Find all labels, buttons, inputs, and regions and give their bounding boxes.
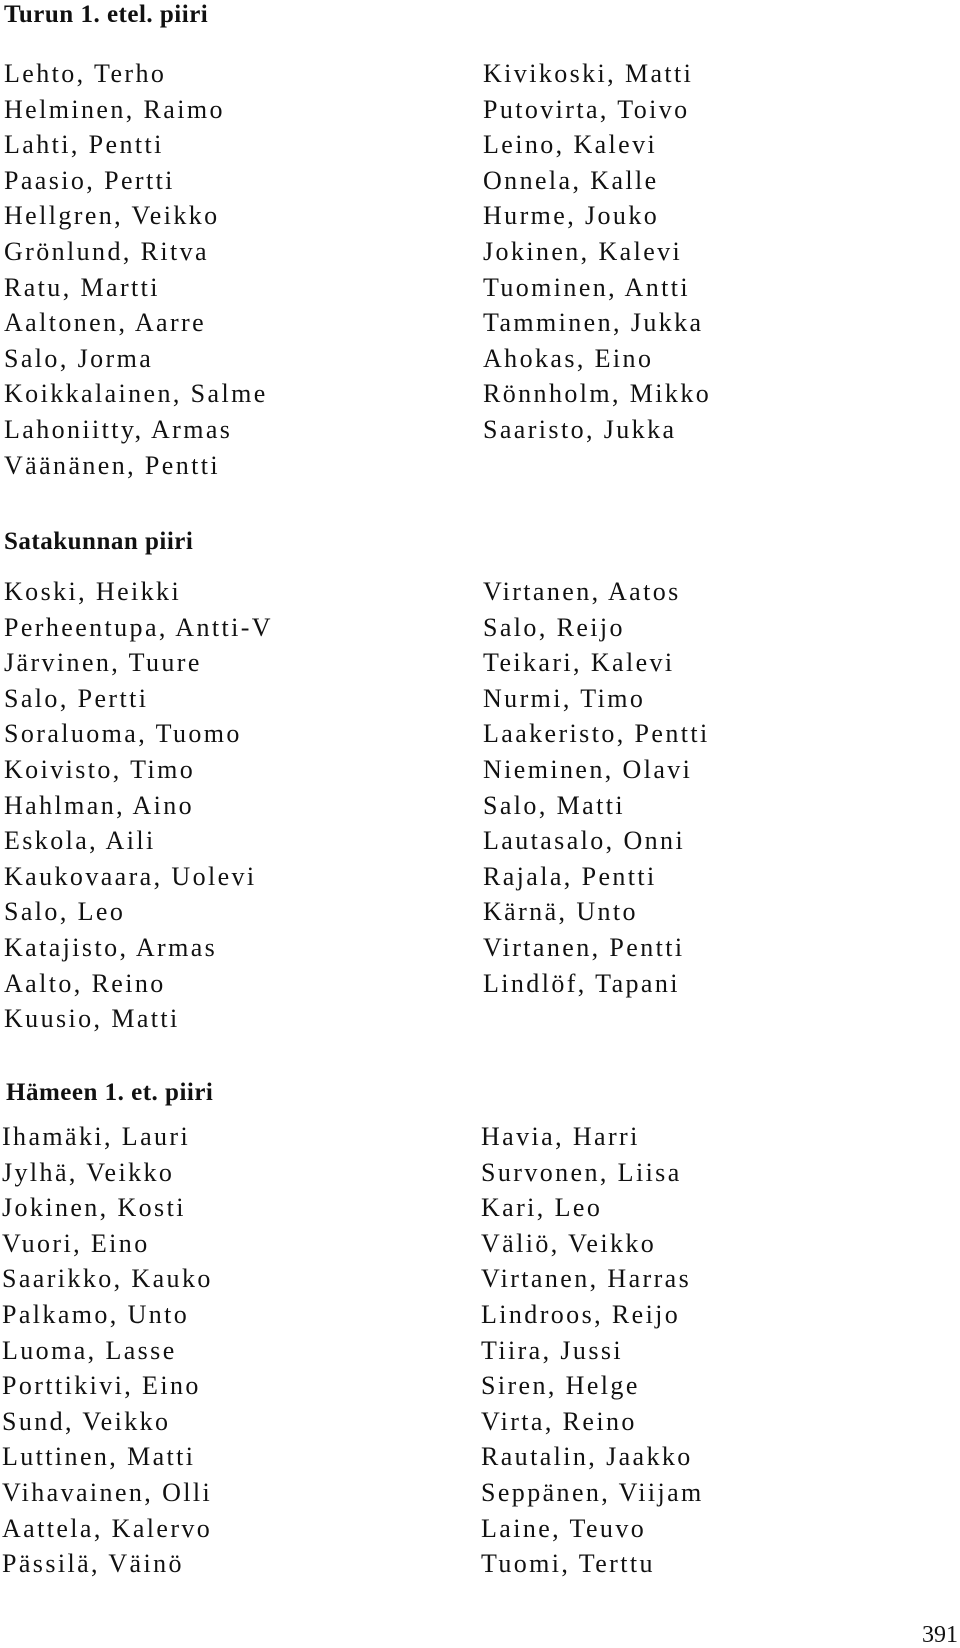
name-entry: Rönnholm, Mikko	[483, 379, 712, 409]
name-entry: Hurme, Jouko	[483, 201, 660, 231]
name-entry: Pässilä, Väinö	[2, 1549, 184, 1579]
name-entry: Hahlman, Aino	[4, 790, 195, 820]
name-entry: Kari, Leo	[481, 1193, 603, 1223]
name-entry: Havia, Harri	[481, 1122, 640, 1151]
name-entry: Saaristo, Jukka	[483, 414, 677, 444]
name-entry: Väliö, Veikko	[481, 1228, 657, 1258]
name-entry: Eskola, Aili	[4, 826, 156, 856]
name-entry: Ratu, Martti	[4, 272, 160, 302]
name-entry: Survonen, Liisa	[481, 1157, 682, 1187]
name-entry: Siren, Helge	[481, 1371, 640, 1401]
name-entry: Aattela, Kalervo	[2, 1513, 213, 1543]
name-entry: Jokinen, Kalevi	[483, 236, 683, 266]
name-entry: Hellgren, Veikko	[4, 201, 220, 231]
name-entry: Putovirta, Toivo	[483, 94, 690, 124]
name-entry: Lindroos, Reijo	[481, 1299, 681, 1329]
name-entry: Paasio, Pertti	[4, 165, 175, 195]
name-entry: Kivikoski, Matti	[483, 59, 694, 88]
name-entry: Sund, Veikko	[2, 1406, 171, 1436]
name-entry: Kuusio, Matti	[4, 1004, 180, 1034]
name-entry: Jylhä, Veikko	[2, 1157, 175, 1187]
name-entry: Salo, Reijo	[483, 612, 625, 642]
name-entry: Lindlöf, Tapani	[483, 968, 680, 998]
name-entry: Kaukovaara, Uolevi	[4, 861, 257, 891]
name-entry: Soraluoma, Tuomo	[4, 719, 242, 749]
name-entry: Salo, Leo	[4, 897, 126, 927]
name-entry: Aalto, Reino	[4, 968, 166, 998]
name-entry: Luttinen, Matti	[2, 1442, 196, 1472]
name-entry: Rautalin, Jaakko	[481, 1442, 693, 1472]
name-entry: Väänänen, Pentti	[4, 450, 221, 480]
name-entry: Onnela, Kalle	[483, 165, 659, 195]
name-entry: Grönlund, Ritva	[4, 236, 209, 266]
name-entry: Kärnä, Unto	[483, 897, 638, 927]
name-entry: Aaltonen, Aarre	[4, 308, 207, 338]
name-list-satakunnan-left	[4, 574, 273, 1037]
name-list-turun-left	[4, 56, 268, 483]
name-entry: Virtanen, Harras	[481, 1264, 692, 1294]
name-entry: Koski, Heikki	[4, 577, 182, 606]
name-entry: Lautasalo, Onni	[483, 826, 686, 856]
name-entry: Vihavainen, Olli	[2, 1477, 213, 1507]
name-entry: Teikari, Kalevi	[483, 648, 675, 678]
name-entry: Rajala, Pentti	[483, 861, 657, 891]
name-entry: Katajisto, Armas	[4, 932, 218, 962]
name-entry: Laakeristo, Pentti	[483, 719, 710, 749]
name-entry: Ihamäki, Lauri	[2, 1122, 191, 1151]
name-entry: Nurmi, Timo	[483, 683, 646, 713]
name-entry: Koikkalainen, Salme	[4, 379, 268, 409]
name-entry: Jokinen, Kosti	[2, 1193, 186, 1223]
section-heading-satakunnan: Satakunnan piiri	[4, 528, 194, 555]
name-entry: Helminen, Raimo	[4, 94, 225, 124]
name-entry: Salo, Matti	[483, 790, 625, 820]
name-entry: Lahti, Pentti	[4, 130, 164, 160]
name-entry: Luoma, Lasse	[2, 1335, 177, 1365]
name-list-turun-right	[483, 56, 711, 448]
name-entry: Ahokas, Eino	[483, 343, 654, 373]
name-entry: Tiira, Jussi	[481, 1335, 623, 1365]
name-entry: Lahoniitty, Armas	[4, 414, 233, 444]
name-entry: Leino, Kalevi	[483, 130, 658, 160]
name-entry: Koivisto, Timo	[4, 754, 196, 784]
name-entry: Salo, Pertti	[4, 683, 149, 713]
name-entry: Virta, Reino	[481, 1406, 637, 1436]
name-entry: Palkamo, Unto	[2, 1299, 190, 1329]
name-entry: Porttikivi, Eino	[2, 1371, 201, 1401]
name-list-hameen-left	[2, 1119, 213, 1582]
name-entry: Nieminen, Olavi	[483, 754, 693, 784]
name-entry: Salo, Jorma	[4, 343, 154, 373]
name-entry: Seppänen, Viijam	[481, 1477, 704, 1507]
section-heading-hameen: Hämeen 1. et. piiri	[6, 1079, 214, 1106]
name-entry: Tuomi, Terttu	[481, 1549, 655, 1579]
name-entry: Laine, Teuvo	[481, 1513, 647, 1543]
name-entry: Virtanen, Aatos	[483, 577, 681, 606]
name-entry: Virtanen, Pentti	[483, 932, 685, 962]
name-entry: Vuori, Eino	[2, 1228, 150, 1258]
name-entry: Perheentupa, Antti-V	[4, 612, 273, 642]
section-heading-turun: Turun 1. etel. piiri	[4, 1, 209, 28]
name-entry: Järvinen, Tuure	[4, 648, 202, 678]
name-entry: Saarikko, Kauko	[2, 1264, 213, 1294]
page-number: 391	[922, 1622, 958, 1648]
name-entry: Tamminen, Jukka	[483, 308, 704, 338]
name-entry: Tuominen, Antti	[483, 272, 690, 302]
name-list-satakunnan-right	[483, 574, 710, 1001]
name-entry: Lehto, Terho	[4, 59, 167, 88]
name-list-hameen-right	[481, 1119, 704, 1582]
